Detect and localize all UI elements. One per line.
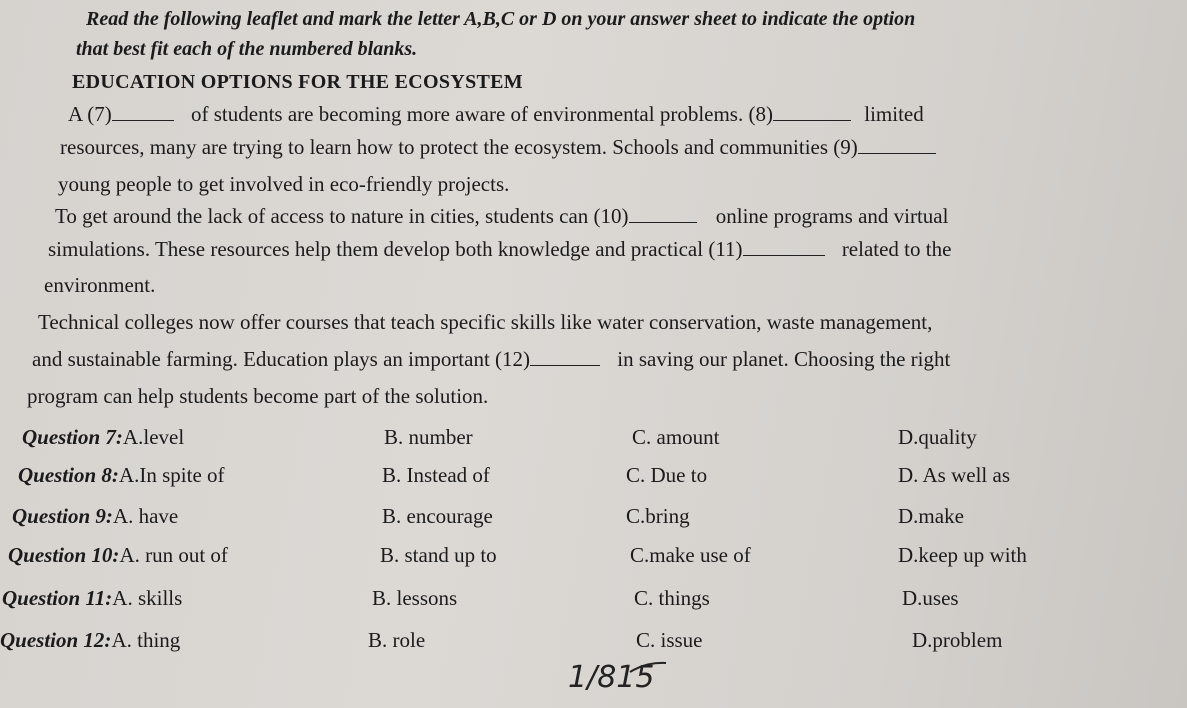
option-d: D.problem [912, 628, 1003, 652]
option-c: C. amount [632, 425, 720, 449]
passage-line-6: environment. [44, 273, 156, 297]
option-a: A.In spite of [118, 463, 225, 487]
option-a: A. skills [112, 586, 183, 610]
question-label: Question 9: [12, 504, 113, 528]
option-b: B. encourage [382, 504, 493, 528]
passage-line-7: Technical colleges now offer courses that teach specific skills like water conservation, waste management, [38, 310, 933, 334]
option-c: C. issue [636, 628, 703, 652]
option-d: D.keep up with [898, 543, 1027, 567]
passage-text: limited [864, 102, 924, 126]
option-c: C.bring [626, 504, 690, 528]
option-d: D.quality [898, 425, 977, 449]
passage-text: of students are becoming more aware of environmental problems. (8) [191, 102, 773, 126]
option-b: B. Instead of [382, 463, 490, 487]
question-label: Question 8: [18, 463, 119, 487]
option-a: A. run out of [119, 543, 228, 567]
passage-text: resources, many are trying to learn how to protect the ecosystem. Schools and communities (9) [60, 135, 858, 159]
instructions-line-1: Read the following leaflet and mark the letter A,B,C or D on your answer sheet to indicate the option [86, 8, 916, 30]
question-11 [2, 585, 182, 611]
question-label: Question 11: [2, 586, 113, 610]
blank-7 [112, 102, 174, 121]
option-b: B. stand up to [380, 543, 497, 567]
passage-line-8 [32, 346, 950, 372]
option-c: C. things [634, 586, 710, 610]
question-12 [0, 627, 180, 653]
question-label: Question 7: [22, 425, 123, 449]
option-d: D. As well as [898, 463, 1010, 487]
passage-text: To get around the lack of access to nature in cities, students can (10) [55, 204, 629, 228]
passage-text: related to the [841, 237, 952, 261]
option-b: B. lessons [372, 586, 458, 610]
option-b: B. number [384, 425, 473, 449]
leaflet-title: EDUCATION OPTIONS FOR THE ECOSYSTEM [72, 71, 523, 93]
passage-line-4 [55, 203, 948, 229]
question-10 [8, 542, 228, 568]
option-d: D.make [898, 504, 964, 528]
question-8 [18, 462, 225, 488]
passage-line-3: young people to get involved in eco-friendly projects. [58, 172, 510, 196]
option-a: A.level [122, 425, 185, 449]
passage-text: simulations. These resources help them develop both knowledge and practical (11) [48, 237, 743, 261]
option-b: B. role [368, 628, 426, 652]
passage-line-2 [60, 134, 936, 160]
question-label: Question 10: [8, 543, 120, 567]
passage-text: A (7) [68, 102, 112, 126]
option-a: A. thing [111, 628, 181, 652]
blank-12 [530, 347, 600, 366]
instructions-line-2: that best fit each of the numbered blanks. [76, 38, 418, 60]
passage-text: in saving our planet. Choosing the right [617, 347, 951, 371]
option-c: C. Due to [626, 463, 708, 487]
passage-text: online programs and virtual [715, 204, 949, 228]
question-9 [12, 503, 178, 529]
passage-line-9: program can help students become part of the solution. [27, 384, 489, 408]
question-7 [22, 424, 184, 450]
handwritten-page-number: 1/815 [568, 660, 655, 695]
option-c: C.make use of [630, 543, 751, 567]
option-d: D.uses [902, 586, 959, 610]
passage-text: and sustainable farming. Education plays an important (12) [32, 347, 531, 371]
question-label: Question 12: [0, 628, 112, 652]
blank-10 [629, 204, 697, 223]
passage-line-5 [48, 236, 951, 262]
blank-9 [858, 135, 936, 154]
blank-11 [743, 237, 825, 256]
option-a: A. have [112, 504, 179, 528]
pen-stroke [628, 660, 668, 674]
passage-line-1 [68, 101, 924, 127]
blank-8 [773, 102, 851, 121]
